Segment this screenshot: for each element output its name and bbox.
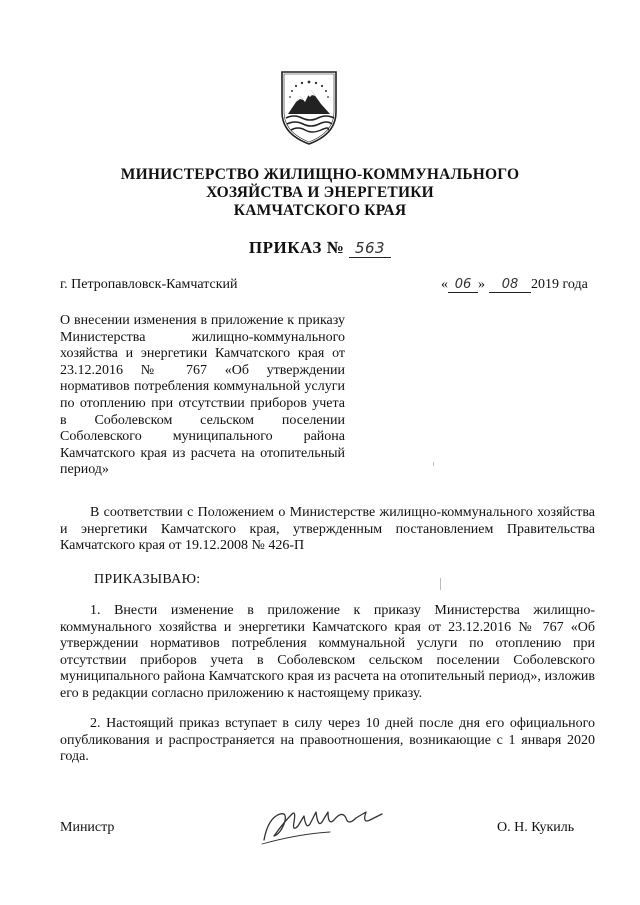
ministry-line: КАМЧАТСКОГО КРАЯ	[233, 202, 407, 219]
order-number: 563	[349, 239, 391, 258]
city: г. Петропавловск-Камчатский	[60, 277, 238, 292]
coat-of-arms-icon	[276, 68, 342, 148]
signature-image	[258, 800, 388, 848]
scan-speck	[440, 578, 441, 590]
date-year: 2019 года	[531, 277, 588, 292]
date-open-quote: «	[441, 277, 448, 292]
minister-title: Министр	[60, 820, 115, 835]
order-subject: О внесении изменения в приложение к приказу Министерства жилищно-коммунального хозяйства и энергетики Камчатского края от 23.12.2016 № 767 «Об утверждении нормативов потребления коммунальной услуги по отоплению при отсутствии приборов учета в Соболевском сельском поселении Соболевского муниципального района Камчатского края из расчета на отопительный период»	[60, 313, 345, 478]
minister-name: О. Н. Кукиль	[497, 820, 575, 835]
order-item-2: 2. Настоящий приказ вступает в силу через 10 дней после дня его официального опубликования и распространяется на правоотношения, возникающие с 1 января 2020 года.	[60, 716, 595, 765]
order-label: ПРИКАЗ №	[248, 238, 345, 257]
ministry-line: ХОЗЯЙСТВА И ЭНЕРГЕТИКИ	[206, 184, 434, 201]
date-day: 06	[448, 277, 478, 293]
order-title	[60, 238, 580, 258]
ministry-line: МИНИСТЕРСТВО ЖИЛИЩНО-КОММУНАЛЬНОГО	[120, 166, 520, 183]
order-date	[441, 277, 588, 293]
date-month: 08	[489, 277, 531, 293]
date-close-quote: »	[478, 277, 485, 292]
basis-paragraph: В соответствии с Положением о Министерстве жилищно-коммунального хозяйства и энергетики Камчатского края, утвержденным постановлением Правительства Камчатского края от 19.12.2008 № 426-П	[60, 505, 595, 554]
ministry-name	[60, 166, 580, 220]
decree-word: ПРИКАЗЫВАЮ:	[94, 572, 201, 587]
scan-speck	[433, 462, 434, 466]
order-item-1: 1. Внести изменение в приложение к приказу Министерства жилищно-коммунального хозяйства и энергетики Камчатского края от 23.12.2016 № 767 «Об утверждении нормативов потребления коммунальной услуги по отоплению при отсутствии приборов учета в Соболевском сельском поселении Соболевского муниципального района Камчатского края из расчета на отопительный период», изложив его в редакции согласно приложению к настоящему приказу.	[60, 603, 595, 701]
